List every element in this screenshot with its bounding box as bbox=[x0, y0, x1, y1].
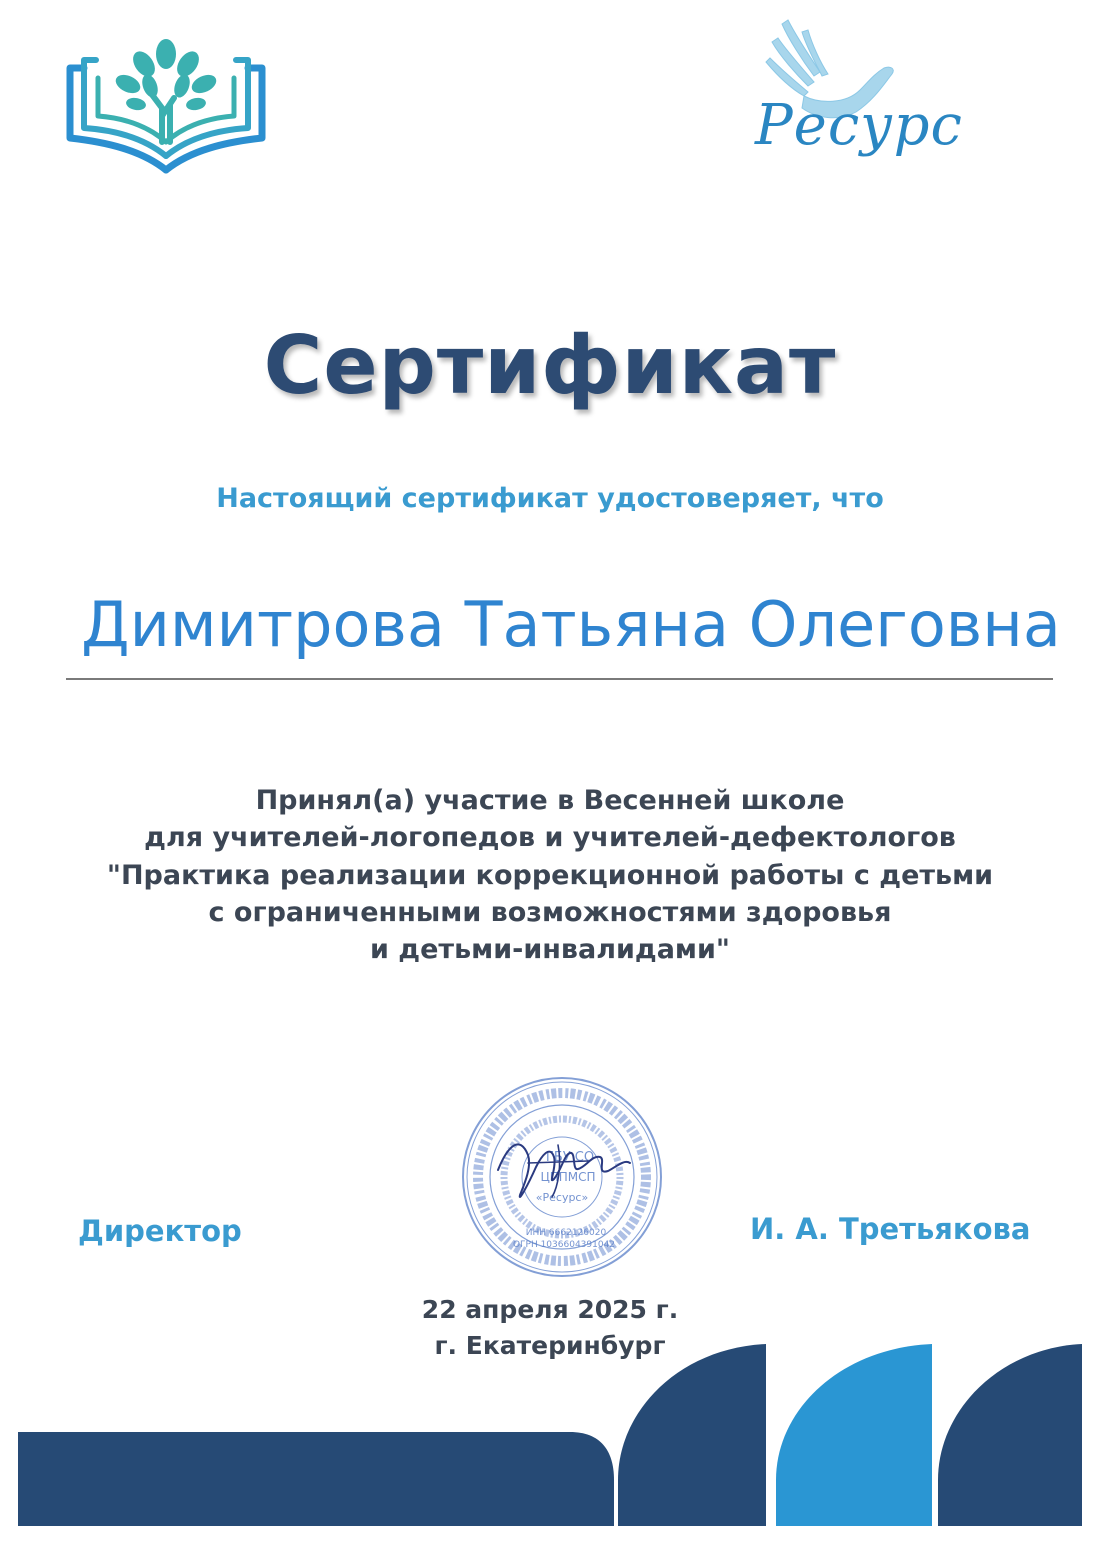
stamp-org: ГБУ СО bbox=[545, 1150, 595, 1165]
decorative-footer bbox=[0, 1330, 1100, 1550]
description-line: "Практика реализации коррекционной работы с детьми bbox=[106, 859, 994, 891]
description-line: с ограниченными возможностями здоровья bbox=[208, 896, 892, 928]
issue-date: 22 апреля 2025 г. bbox=[421, 1295, 679, 1324]
certificate-subtitle: Настоящий сертификат удостоверяет, что bbox=[216, 483, 884, 514]
stamp-org-abbr: ЦППМСП bbox=[540, 1170, 596, 1184]
page-title: Сертификат bbox=[263, 319, 837, 412]
official-stamp bbox=[458, 1075, 666, 1279]
stamp-org-name: «Ресурс» bbox=[535, 1191, 589, 1204]
stamp-ogrn: ОГРН 1036604391042 bbox=[512, 1240, 616, 1250]
name-underline bbox=[66, 678, 1053, 680]
brand-name: Ресурс bbox=[755, 93, 963, 158]
book-tree-icon bbox=[66, 38, 266, 178]
description-line: Принял(а) участие в Весенней школе bbox=[255, 785, 845, 816]
signatory-position: Директор bbox=[78, 1214, 242, 1248]
recipient-name: Димитрова Татьяна Олеговна bbox=[81, 588, 1061, 661]
description-line: для учителей-логопедов и учителей-дефектологов bbox=[144, 822, 956, 854]
signatory-name: И. А. Третьякова bbox=[750, 1212, 1031, 1246]
issue-city: г. Екатеринбург bbox=[434, 1331, 666, 1361]
certificate-description bbox=[60, 782, 1040, 968]
stamp-inn: ИНН 6662126020 bbox=[525, 1228, 607, 1238]
description-line: и детьми-инвалидами" bbox=[369, 934, 730, 965]
